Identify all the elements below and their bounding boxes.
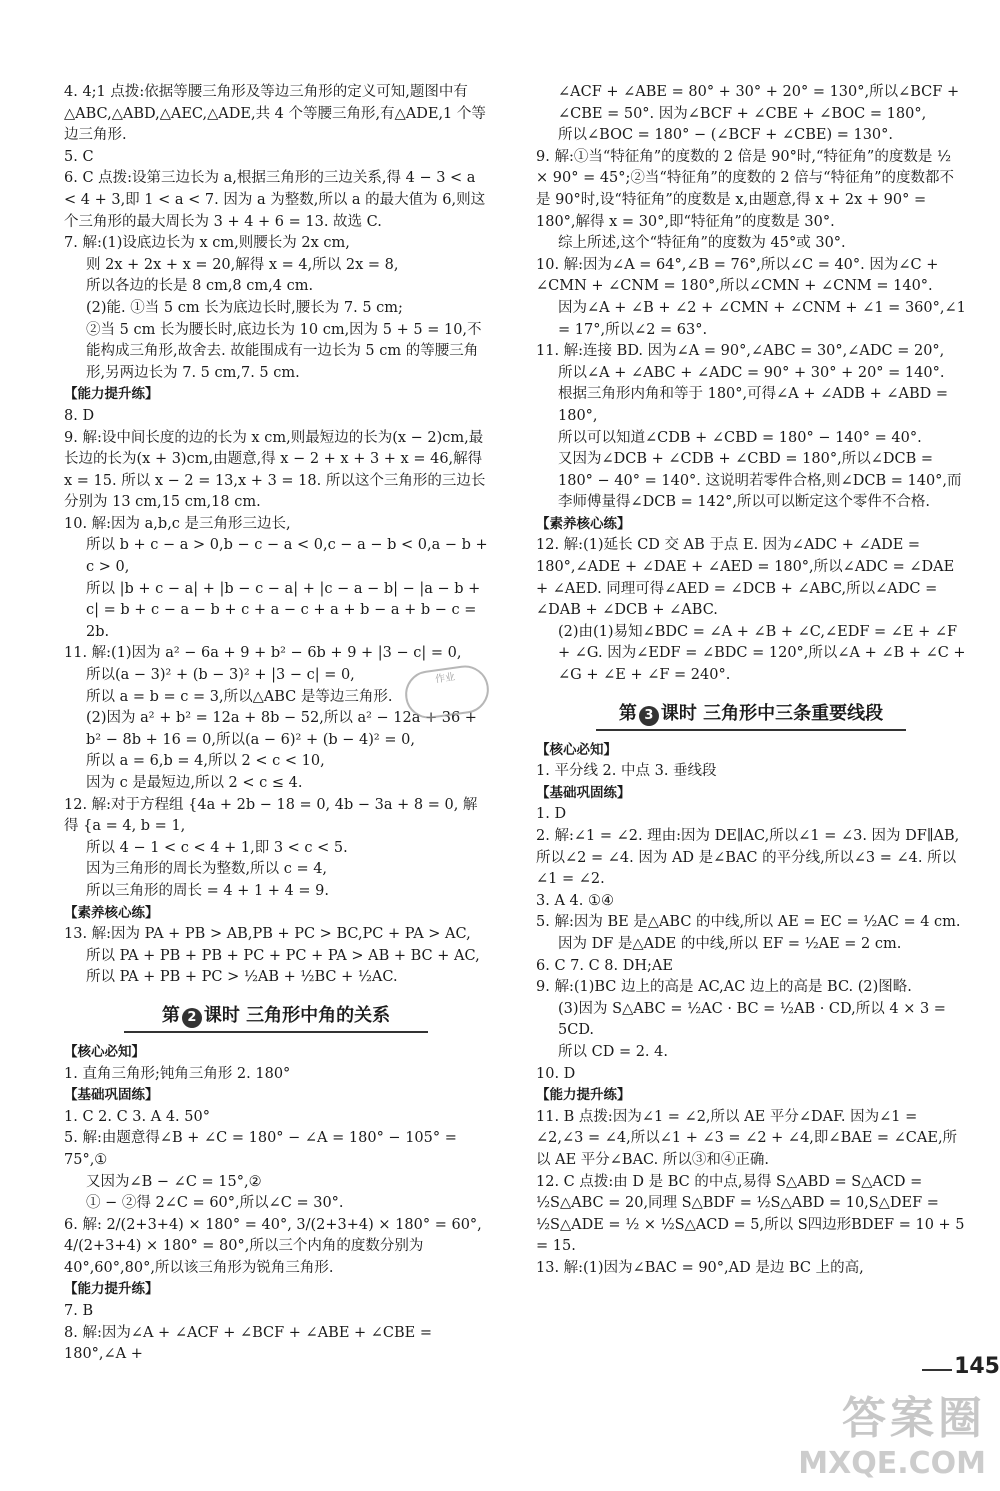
answer-line: 所以∠A + ∠ABC + ∠ADC = 90° + 30° + 20° = 140°. [558,364,945,381]
answer-item: 8. D [64,407,95,424]
answer-line: 所以∠BOC = 180° − (∠BCF + ∠CBE) = 130°. [558,127,894,144]
answer-item: 10. 解:因为 a,b,c 是三角形三边长, [64,515,291,532]
answer-item: 11. 解:连接 BD. 因为∠A = 90°,∠ABC = 30°,∠ADC = 20°, [536,343,945,360]
answer-item: 4. 4;1 点拨:依据等腰三角形及等边三角形的定义可知,题图中有△ABC,△ABD,△AEC,△ADE,共 4 个等腰三角形,有△ADE,1 个等边三角形. [64,84,486,144]
answer-item: 9. 解:①当“特征角”的度数的 2 倍是 90°时,“特征角”的度数是 ½ × 90° = 45°;②当“特征角”的度数的 2 倍与“特征角”的度数都不是 90°时,设“特征角”的度数是 x,由题意,得 x + 2x + 90° = 180°,解得 x = 30°,即“特征角”的度数是 30°. [536,148,955,230]
answer-line: 因为∠A + ∠B + ∠2 + ∠CMN + ∠CNM + ∠1 = 360°,∠1 = 17°,所以∠2 = 63°. [558,299,966,338]
answer-item: 5. C [64,148,94,165]
section-heading: 【能力提升练】 [64,386,159,403]
answer-item: 1. C 2. C 3. A 4. 50° [64,1108,210,1125]
answer-line: ∠ACF + ∠ABE = 80° + 30° + 20° = 130°,所以∠BCF + ∠CBE = 50°. 因为∠BCF + ∠CBE + ∠BOC = 180°, [558,84,960,122]
answer-line: 又因为∠B − ∠C = 15°,② [86,1173,262,1190]
answer-line: 所以 |b + c − a| + |b − c − a| + |c − a − b| − |a − b + c| = b + c − a − b + c + a − c + a + b − a + b − c = 2b. [86,580,481,640]
answer-item: 1. D [536,806,567,823]
watermark [798,1382,986,1481]
answer-item: 6. C 点拨:设第三边长为 a,根据三角形的三边关系,得 4 − 3 < a < 4 + 3,即 1 < a < 7. 因为 a 为整数,所以 a 的最大值为 6,则这个三角形的最大周长为 3 + 4 + 6 = 13. 故选 C. [64,170,486,230]
answer-line: 因为三角形的周长为整数,所以 c = 4, [86,861,328,878]
answer-line: ① − ②得 2∠C = 60°,所以∠C = 30°. [86,1195,344,1212]
section-heading: 【能力提升练】 [536,1087,631,1104]
lesson-title: 课时 三角形中三条重要线段 [660,702,884,724]
answer-line: 因为 c 是最短边,所以 2 < c ≤ 4. [86,775,303,791]
answer-line: (2)因为 a² + b² = 12a + 8b − 52,所以 a² − 12a + 36 + b² − 8b + 16 = 0,所以(a − 6)² + (b − 4)² = 0, [86,710,477,748]
answer-item: 12. C 点拨:由 D 是 BC 的中点,易得 S△ABD = S△ACD = ½S△ABC = 20,同理 S△BDF = ½S△ABD = 10,S△DEF = ½S△ADE = ½ × ½S△ACD = 5,所以 S四边形BDEF = 10 + 5 = 15. [536,1173,965,1255]
answer-line: 所以三角形的周长 = 4 + 1 + 4 = 9. [86,882,329,899]
answer-item: 11. B 点拨:因为∠1 = ∠2,所以 AE 平分∠DAF. 因为∠1 = ∠2,∠3 = ∠4,所以∠1 + ∠3 = ∠2 + ∠4,即∠BAE = ∠CAE,所以 AE 平分∠BAC. 所以③和④正确. [536,1108,958,1168]
answer-line: 所以 4 − 1 < c < 4 + 1,即 3 < c < 5. [86,839,348,856]
answer-item: 3. A 4. ①④ [536,892,614,909]
answer-item: 2. 解:∠1 = ∠2. 理由:因为 DE∥AC,所以∠1 = ∠3. 因为 DF∥AB,所以∠2 = ∠4. 因为 AD 是∠BAC 的平分线,所以∠3 = ∠4. 所以∠1 = ∠2. [536,828,960,888]
section-heading: 【基础巩固练】 [64,1087,159,1104]
answer-line: (2)由(1)易知∠BDC = ∠A + ∠B + ∠C,∠EDF = ∠E + ∠F + ∠G. 因为∠EDF = ∠BDC = 120°,所以∠A + ∠B + ∠C + ∠G + ∠E + ∠F = 240°. [558,623,966,684]
section-heading: 【能力提升练】 [64,1281,159,1298]
answer-line: 所以 PA + PB + PB + PC + PC + PA > AB + BC + AC, [86,947,480,964]
answer-item: 1. 直角三角形;钝角三角形 2. 180° [64,1065,291,1082]
answer-item: 7. 解:(1)设底边长为 x cm,则腰长为 2x cm, [64,235,350,252]
answer-item: 9. 解:设中间长度的边的长为 x cm,则最短边的长为(x − 2)cm,最长边的长为(x + 3)cm,由题意,得 x − 2 + x + 3 + x = 46,解得 x = 15. 所以 x − 2 = 13,x + 3 = 18. 所以这个三角形的三边长分别为 13 cm,15 cm,18 cm. [64,429,486,511]
answer-line: 所以 b + c − a > 0,b − c − a < 0,c − a − b < 0,a − b + c > 0, [86,537,488,576]
lesson-prefix: 第 [618,702,637,724]
lesson-title: 课时 三角形中角的关系 [203,1004,391,1026]
answer-line: 所以可以知道∠CDB + ∠CBD = 180° − 140° = 40°. [558,429,922,446]
left-column [64,82,488,1366]
answer-line: 综上所述,这个“特征角”的度数为 45°或 30°. [558,235,846,252]
answer-item: 11. 解:(1)因为 a² − 6a + 9 + b² − 6b + 9 + |3 − c| = 0, [64,645,462,662]
answer-line: 则 2x + 2x + x = 20,解得 x = 4,所以 2x = 8, [86,256,399,273]
answer-item: 5. 解:因为 BE 是△ABC 的中线,所以 AE = EC = ½AC = 4 cm. [536,914,961,931]
answer-line: 又因为∠DCB + ∠CDB + ∠CBD = 180°,所以∠DCB = 180° − 40° = 140°. 这说明若零件合格,则∠DCB = 140°,而李师傅量得∠DCB = 142°,所以可以断定这个零件不合格. [558,451,962,511]
answer-line: 根据三角形内角和等于 180°,可得∠A + ∠ADB + ∠ABD = 180°, [558,386,949,424]
section-heading: 【核心必知】 [64,1043,145,1060]
answer-item: 5. 解:由题意得∠B + ∠C = 180° − ∠A = 180° − 105° = 75°,① [64,1130,457,1168]
section-heading: 【素养核心练】 [64,904,159,921]
answer-item: 9. 解:(1)BC 边上的高是 AC,AC 边上的高是 BC. (2)图略. [536,979,912,996]
answer-line: 所以各边的长是 8 cm,8 cm,4 cm. [86,278,314,295]
lesson-prefix: 第 [161,1004,180,1026]
answer-item: 12. 解:对于方程组 {4a + 2b − 18 = 0, 4b − 3a + 8 = 0, 解得 {a = 4, b = 1, [64,796,478,835]
section-heading: 【基础巩固练】 [536,784,631,801]
lesson-number: 3 [639,706,659,726]
section-heading: 【素养核心练】 [536,515,631,532]
answer-item: 7. B [64,1303,94,1320]
answer-item: 10. 解:因为∠A = 64°,∠B = 76°,所以∠C = 40°. 因为∠C + ∠CMN + ∠CNM = 180°,所以∠CMN + ∠CNM = 140°. [536,256,939,295]
answer-line: ②当 5 cm 长为腰长时,底边长为 10 cm,因为 5 + 5 = 10,不能构成三角形,故舍去. 故能围成有一边长为 5 cm 的等腰三角形,另两边长为 7. 5 cm,7. 5 cm. [86,321,482,381]
answer-line: (2)能. ①当 5 cm 长为底边长时,腰长为 7. 5 cm; [86,299,403,316]
answer-line: 所以 a = 6,b = 4,所以 2 < c < 10, [86,753,325,770]
watermark-en: MXQE.COM [798,1446,986,1481]
watermark-cn: 答案圈 [842,1393,986,1444]
right-column [536,82,966,1279]
answer-line: 所以 PA + PB + PC > ½AB + ½BC + ½AC. [86,969,398,986]
answer-line: 因为 DF 是△ADE 的中线,所以 EF = ½AE = 2 cm. [558,935,902,952]
lesson-heading [536,703,966,726]
answer-item: 6. C 7. C 8. DH;AE [536,957,673,974]
answer-item: 1. 平分线 2. 中点 3. 垂线段 [536,763,717,780]
answer-item: 10. D [536,1065,576,1082]
section-heading: 【核心必知】 [536,741,617,758]
answer-item: 8. 解:因为∠A + ∠ACF + ∠BCF + ∠ABE + ∠CBE = 180°,∠A + [64,1324,433,1363]
answer-item: 12. 解:(1)延长 CD 交 AB 于点 E. 因为∠ADC + ∠ADE = 180°,∠ADE + ∠DAE + ∠AED = 180°,所以∠ADC = ∠DAE + ∠AED. 同理可得∠AED = ∠DCB + ∠ABC,所以∠ADC = ∠DAB + ∠DCB + ∠ABC. [536,537,955,619]
page-number-dash [922,1369,952,1371]
homework-stamp: 作业 [402,662,492,721]
page-number: 145 [954,1354,1000,1379]
answer-line: 所以 a = b = c = 3,所以△ABC 是等边三角形. [86,688,393,705]
answer-line: (3)因为 S△ABC = ½AC · BC = ½AB · CD,所以 4 × 3 = 5CD. [558,1000,946,1039]
answer-item: 13. 解:(1)因为∠BAC = 90°,AD 是边 BC 上的高, [536,1259,864,1276]
lesson-number: 2 [182,1008,202,1028]
answer-item: 13. 解:因为 PA + PB > AB,PB + PC > BC,PC + PA > AC, [64,926,471,943]
lesson-heading [64,1005,488,1028]
answer-item: 6. 解: 2/(2+3+4) × 180° = 40°, 3/(2+3+4) × 180° = 60°, 4/(2+3+4) × 180° = 80°,所以三个内角的度数分别为 40°,60°,80°,所以该三角形为锐角三角形. [64,1216,482,1276]
answer-line: 所以(a − 3)² + (b − 3)² + |3 − c| = 0, [86,667,355,684]
answer-line: 所以 CD = 2. 4. [558,1043,668,1060]
